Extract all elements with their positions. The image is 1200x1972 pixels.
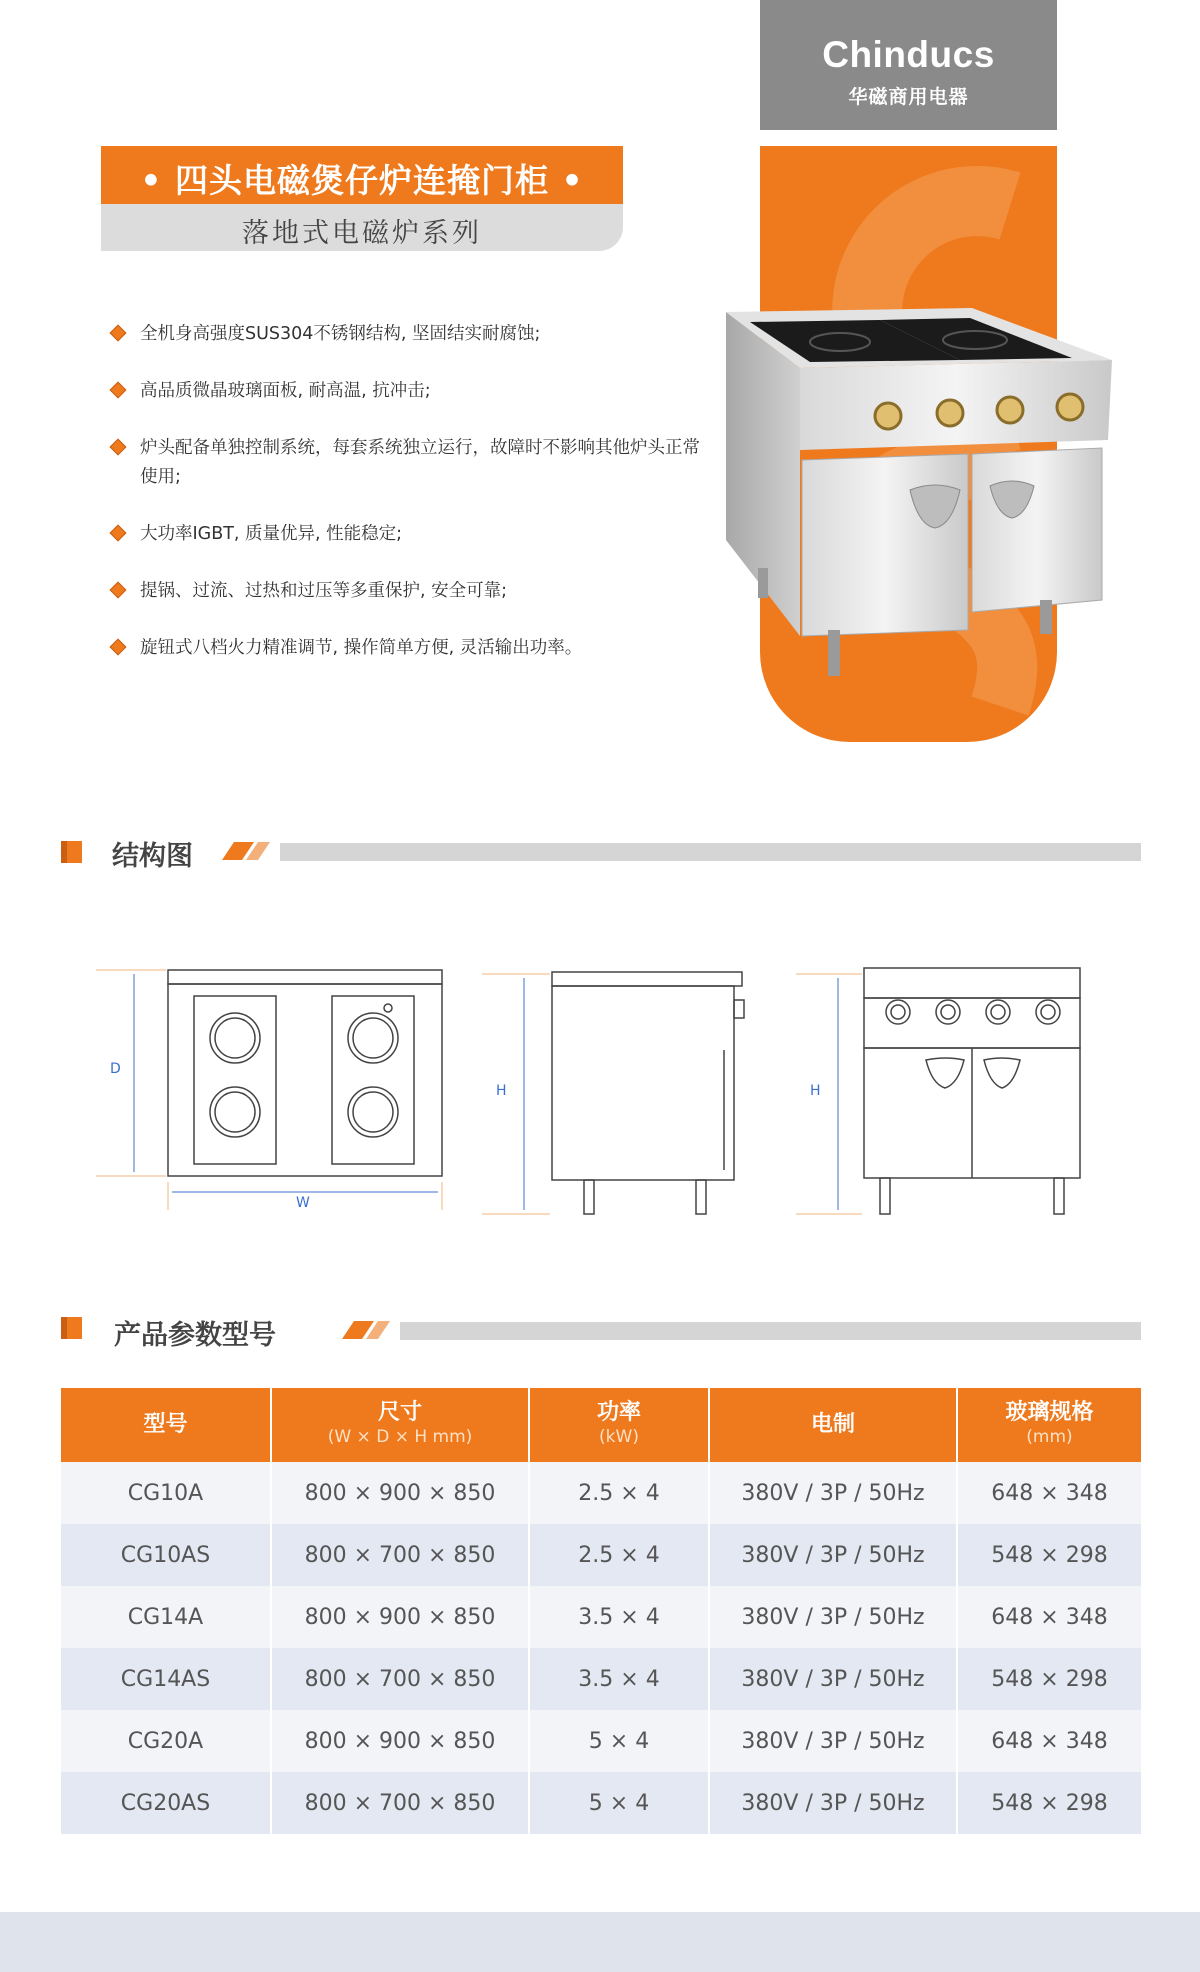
cell-electric: 380V / 3P / 50Hz [709, 1710, 957, 1772]
cell-size: 800 × 700 × 850 [271, 1772, 529, 1834]
cell-model: CG10AS [61, 1524, 271, 1586]
diamond-bullet-icon [110, 582, 127, 599]
col-header-electric: 电制 [709, 1388, 957, 1462]
table-header-row [61, 1388, 1141, 1462]
cell-electric: 380V / 3P / 50Hz [709, 1648, 957, 1710]
section-marker-edge [61, 841, 67, 863]
cell-size: 800 × 900 × 850 [271, 1710, 529, 1772]
section-divider [280, 843, 1141, 861]
cell-electric: 380V / 3P / 50Hz [709, 1524, 957, 1586]
cell-glass: 548 × 298 [957, 1648, 1141, 1710]
brand-name: Chinducs [822, 34, 995, 75]
brand-sub: 华磁商用电器 [848, 86, 969, 108]
product-image [720, 300, 1120, 690]
footer-band [0, 1912, 1200, 1972]
cell-model: CG10A [61, 1462, 271, 1524]
cell-size: 800 × 700 × 850 [271, 1524, 529, 1586]
cell-glass: 648 × 348 [957, 1462, 1141, 1524]
diamond-bullet-icon [110, 325, 127, 342]
table-row [61, 1648, 1141, 1710]
cell-glass: 648 × 348 [957, 1586, 1141, 1648]
feature-item: 高品质微晶玻璃面板, 耐高温, 抗冲击; [112, 377, 672, 406]
cell-power: 2.5 × 4 [529, 1462, 709, 1524]
feature-item: 全机身高强度SUS304不锈钢结构, 坚固结实耐腐蚀; [112, 320, 672, 349]
table-row [61, 1462, 1141, 1524]
feature-item: 旋钮式八档火力精准调节, 操作简单方便, 灵活输出功率。 [112, 634, 672, 663]
cell-size: 800 × 900 × 850 [271, 1462, 529, 1524]
cell-power: 5 × 4 [529, 1772, 709, 1834]
cell-electric: 380V / 3P / 50Hz [709, 1772, 957, 1834]
brand-logo [760, 0, 1057, 130]
structure-title: 结构图 [112, 841, 193, 872]
cell-glass: 548 × 298 [957, 1772, 1141, 1834]
product-title: • 四头电磁煲仔炉连掩门柜 • [140, 161, 584, 200]
feature-item: 提锅、过流、过热和过压等多重保护, 安全可靠; [112, 577, 672, 606]
product-title-bar [101, 146, 623, 204]
col-header-glass: 玻璃规格 (mm) [957, 1388, 1141, 1462]
cell-power: 5 × 4 [529, 1710, 709, 1772]
dimension-label-w: W [296, 1195, 310, 1211]
dimension-label-h-side: H [496, 1083, 507, 1099]
section-marker-edge [61, 1317, 67, 1339]
product-subtitle: 落地式电磁炉系列 [242, 218, 482, 249]
cell-power: 3.5 × 4 [529, 1586, 709, 1648]
diamond-bullet-icon [110, 439, 127, 456]
col-header-size: 尺寸 (W × D × H mm) [271, 1388, 529, 1462]
table-row [61, 1524, 1141, 1586]
diamond-bullet-icon [110, 639, 127, 656]
cell-size: 800 × 900 × 850 [271, 1586, 529, 1648]
cell-model: CG20AS [61, 1772, 271, 1834]
cell-glass: 648 × 348 [957, 1710, 1141, 1772]
feature-list [112, 320, 700, 691]
diamond-bullet-icon [110, 382, 127, 399]
section-divider [400, 1322, 1141, 1340]
cell-model: CG14AS [61, 1648, 271, 1710]
structure-diagram [96, 960, 1146, 1220]
col-header-model: 型号 [61, 1388, 271, 1462]
diamond-bullet-icon [110, 525, 127, 542]
product-subtitle-bar [101, 204, 623, 251]
cell-model: CG20A [61, 1710, 271, 1772]
params-title: 产品参数型号 [114, 1320, 276, 1351]
table-row [61, 1586, 1141, 1648]
dimension-label-d: D [110, 1061, 121, 1077]
cell-size: 800 × 700 × 850 [271, 1648, 529, 1710]
feature-item: 炉头配备单独控制系统，每套系统独立运行，故障时不影响其他炉头正常使用; [112, 434, 700, 492]
spec-table [61, 1388, 1141, 1834]
cell-model: CG14A [61, 1586, 271, 1648]
cell-electric: 380V / 3P / 50Hz [709, 1462, 957, 1524]
table-row [61, 1710, 1141, 1772]
cell-power: 2.5 × 4 [529, 1524, 709, 1586]
table-row [61, 1772, 1141, 1834]
cell-glass: 548 × 298 [957, 1524, 1141, 1586]
dimension-label-h-front: H [810, 1083, 821, 1099]
stripe-decoration-icon [342, 1321, 402, 1341]
stripe-decoration-icon [222, 842, 282, 862]
cell-power: 3.5 × 4 [529, 1648, 709, 1710]
cell-electric: 380V / 3P / 50Hz [709, 1586, 957, 1648]
col-header-power: 功率 (kW) [529, 1388, 709, 1462]
feature-item: 大功率IGBT, 质量优异, 性能稳定; [112, 520, 672, 549]
